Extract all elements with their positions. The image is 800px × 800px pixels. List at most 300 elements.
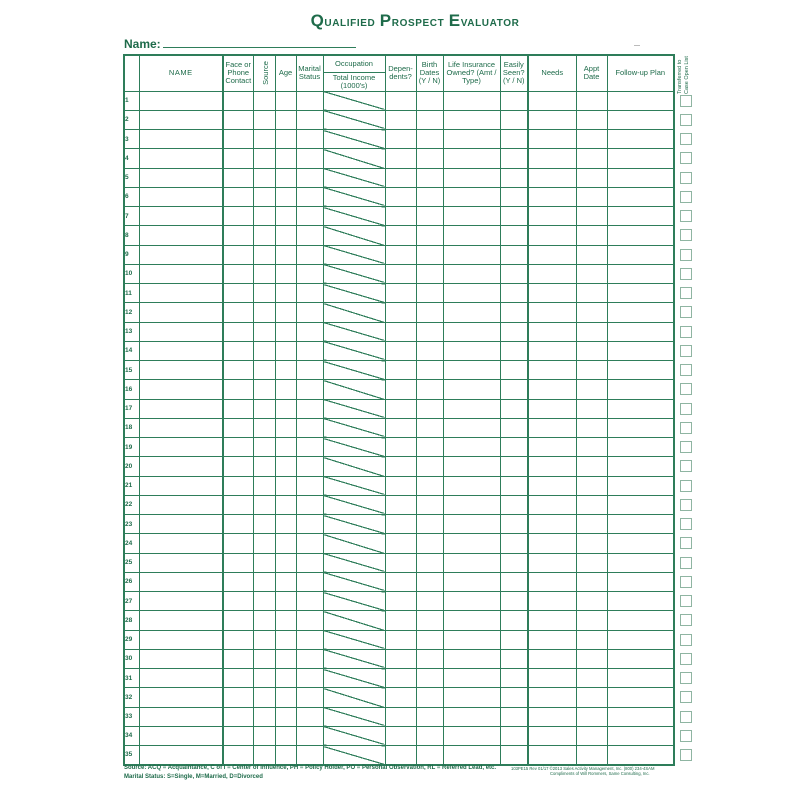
marital-cell[interactable]	[296, 476, 323, 495]
marital-cell[interactable]	[296, 207, 323, 226]
dependents-cell[interactable]	[385, 726, 416, 745]
name-cell[interactable]	[139, 572, 223, 591]
birth-dates-cell[interactable]	[416, 284, 443, 303]
needs-cell[interactable]	[528, 592, 576, 611]
face-phone-cell[interactable]	[223, 534, 253, 553]
income-cell[interactable]	[323, 361, 385, 380]
easily-seen-cell[interactable]	[500, 476, 528, 495]
easily-seen-cell[interactable]	[500, 457, 528, 476]
income-cell[interactable]	[323, 168, 385, 187]
name-cell[interactable]	[139, 91, 223, 110]
birth-dates-cell[interactable]	[416, 592, 443, 611]
income-cell[interactable]	[323, 207, 385, 226]
needs-cell[interactable]	[528, 207, 576, 226]
easily-seen-cell[interactable]	[500, 553, 528, 572]
life-insurance-cell[interactable]	[443, 592, 500, 611]
dependents-cell[interactable]	[385, 495, 416, 514]
name-cell[interactable]	[139, 515, 223, 534]
life-insurance-cell[interactable]	[443, 303, 500, 322]
appt-date-cell[interactable]	[576, 341, 607, 360]
easily-seen-cell[interactable]	[500, 149, 528, 168]
income-cell[interactable]	[323, 399, 385, 418]
marital-cell[interactable]	[296, 438, 323, 457]
appt-date-cell[interactable]	[576, 630, 607, 649]
easily-seen-cell[interactable]	[500, 746, 528, 765]
needs-cell[interactable]	[528, 149, 576, 168]
life-insurance-cell[interactable]	[443, 611, 500, 630]
marital-cell[interactable]	[296, 746, 323, 765]
source-cell[interactable]	[253, 399, 275, 418]
life-insurance-cell[interactable]	[443, 630, 500, 649]
face-phone-cell[interactable]	[223, 707, 253, 726]
dependents-cell[interactable]	[385, 341, 416, 360]
dependents-cell[interactable]	[385, 187, 416, 206]
needs-cell[interactable]	[528, 611, 576, 630]
dependents-cell[interactable]	[385, 245, 416, 264]
face-phone-cell[interactable]	[223, 303, 253, 322]
age-cell[interactable]	[275, 91, 296, 110]
life-insurance-cell[interactable]	[443, 669, 500, 688]
source-cell[interactable]	[253, 669, 275, 688]
transferred-checkbox[interactable]	[680, 460, 692, 472]
appt-date-cell[interactable]	[576, 110, 607, 129]
follow-up-cell[interactable]	[607, 245, 674, 264]
appt-date-cell[interactable]	[576, 649, 607, 668]
needs-cell[interactable]	[528, 110, 576, 129]
name-cell[interactable]	[139, 726, 223, 745]
easily-seen-cell[interactable]	[500, 187, 528, 206]
source-cell[interactable]	[253, 303, 275, 322]
source-cell[interactable]	[253, 476, 275, 495]
birth-dates-cell[interactable]	[416, 438, 443, 457]
birth-dates-cell[interactable]	[416, 476, 443, 495]
appt-date-cell[interactable]	[576, 572, 607, 591]
source-cell[interactable]	[253, 284, 275, 303]
name-cell[interactable]	[139, 592, 223, 611]
age-cell[interactable]	[275, 399, 296, 418]
life-insurance-cell[interactable]	[443, 91, 500, 110]
needs-cell[interactable]	[528, 341, 576, 360]
follow-up-cell[interactable]	[607, 495, 674, 514]
birth-dates-cell[interactable]	[416, 187, 443, 206]
face-phone-cell[interactable]	[223, 457, 253, 476]
age-cell[interactable]	[275, 149, 296, 168]
marital-cell[interactable]	[296, 341, 323, 360]
dependents-cell[interactable]	[385, 572, 416, 591]
transferred-checkbox[interactable]	[680, 441, 692, 453]
name-cell[interactable]	[139, 341, 223, 360]
appt-date-cell[interactable]	[576, 245, 607, 264]
easily-seen-cell[interactable]	[500, 611, 528, 630]
age-cell[interactable]	[275, 226, 296, 245]
marital-cell[interactable]	[296, 284, 323, 303]
transferred-checkbox[interactable]	[680, 518, 692, 530]
marital-cell[interactable]	[296, 669, 323, 688]
age-cell[interactable]	[275, 264, 296, 283]
source-cell[interactable]	[253, 245, 275, 264]
life-insurance-cell[interactable]	[443, 572, 500, 591]
follow-up-cell[interactable]	[607, 110, 674, 129]
age-cell[interactable]	[275, 476, 296, 495]
source-cell[interactable]	[253, 688, 275, 707]
age-cell[interactable]	[275, 649, 296, 668]
face-phone-cell[interactable]	[223, 380, 253, 399]
birth-dates-cell[interactable]	[416, 630, 443, 649]
follow-up-cell[interactable]	[607, 457, 674, 476]
income-cell[interactable]	[323, 495, 385, 514]
easily-seen-cell[interactable]	[500, 592, 528, 611]
appt-date-cell[interactable]	[576, 284, 607, 303]
dependents-cell[interactable]	[385, 361, 416, 380]
follow-up-cell[interactable]	[607, 149, 674, 168]
follow-up-cell[interactable]	[607, 438, 674, 457]
face-phone-cell[interactable]	[223, 110, 253, 129]
follow-up-cell[interactable]	[607, 187, 674, 206]
marital-cell[interactable]	[296, 592, 323, 611]
income-cell[interactable]	[323, 226, 385, 245]
dependents-cell[interactable]	[385, 592, 416, 611]
birth-dates-cell[interactable]	[416, 226, 443, 245]
marital-cell[interactable]	[296, 303, 323, 322]
dependents-cell[interactable]	[385, 226, 416, 245]
face-phone-cell[interactable]	[223, 515, 253, 534]
appt-date-cell[interactable]	[576, 457, 607, 476]
easily-seen-cell[interactable]	[500, 341, 528, 360]
name-cell[interactable]	[139, 688, 223, 707]
name-cell[interactable]	[139, 495, 223, 514]
follow-up-cell[interactable]	[607, 130, 674, 149]
transferred-checkbox[interactable]	[680, 95, 692, 107]
needs-cell[interactable]	[528, 476, 576, 495]
income-cell[interactable]	[323, 245, 385, 264]
appt-date-cell[interactable]	[576, 534, 607, 553]
needs-cell[interactable]	[528, 457, 576, 476]
face-phone-cell[interactable]	[223, 746, 253, 765]
follow-up-cell[interactable]	[607, 91, 674, 110]
marital-cell[interactable]	[296, 399, 323, 418]
dependents-cell[interactable]	[385, 707, 416, 726]
face-phone-cell[interactable]	[223, 322, 253, 341]
income-cell[interactable]	[323, 649, 385, 668]
needs-cell[interactable]	[528, 187, 576, 206]
follow-up-cell[interactable]	[607, 669, 674, 688]
age-cell[interactable]	[275, 726, 296, 745]
dependents-cell[interactable]	[385, 303, 416, 322]
needs-cell[interactable]	[528, 726, 576, 745]
life-insurance-cell[interactable]	[443, 457, 500, 476]
face-phone-cell[interactable]	[223, 611, 253, 630]
income-cell[interactable]	[323, 457, 385, 476]
appt-date-cell[interactable]	[576, 303, 607, 322]
name-cell[interactable]	[139, 245, 223, 264]
appt-date-cell[interactable]	[576, 361, 607, 380]
marital-cell[interactable]	[296, 457, 323, 476]
face-phone-cell[interactable]	[223, 264, 253, 283]
face-phone-cell[interactable]	[223, 726, 253, 745]
age-cell[interactable]	[275, 130, 296, 149]
easily-seen-cell[interactable]	[500, 110, 528, 129]
marital-cell[interactable]	[296, 361, 323, 380]
dependents-cell[interactable]	[385, 399, 416, 418]
name-cell[interactable]	[139, 669, 223, 688]
name-cell[interactable]	[139, 418, 223, 437]
income-cell[interactable]	[323, 669, 385, 688]
life-insurance-cell[interactable]	[443, 534, 500, 553]
face-phone-cell[interactable]	[223, 284, 253, 303]
life-insurance-cell[interactable]	[443, 284, 500, 303]
appt-date-cell[interactable]	[576, 322, 607, 341]
easily-seen-cell[interactable]	[500, 322, 528, 341]
life-insurance-cell[interactable]	[443, 495, 500, 514]
easily-seen-cell[interactable]	[500, 572, 528, 591]
needs-cell[interactable]	[528, 245, 576, 264]
income-cell[interactable]	[323, 91, 385, 110]
transferred-checkbox[interactable]	[680, 210, 692, 222]
transferred-checkbox[interactable]	[680, 422, 692, 434]
source-cell[interactable]	[253, 746, 275, 765]
needs-cell[interactable]	[528, 399, 576, 418]
name-cell[interactable]	[139, 322, 223, 341]
easily-seen-cell[interactable]	[500, 726, 528, 745]
marital-cell[interactable]	[296, 688, 323, 707]
easily-seen-cell[interactable]	[500, 515, 528, 534]
follow-up-cell[interactable]	[607, 322, 674, 341]
marital-cell[interactable]	[296, 187, 323, 206]
needs-cell[interactable]	[528, 495, 576, 514]
appt-date-cell[interactable]	[576, 592, 607, 611]
dependents-cell[interactable]	[385, 168, 416, 187]
life-insurance-cell[interactable]	[443, 726, 500, 745]
dependents-cell[interactable]	[385, 130, 416, 149]
needs-cell[interactable]	[528, 669, 576, 688]
appt-date-cell[interactable]	[576, 207, 607, 226]
transferred-checkbox[interactable]	[680, 229, 692, 241]
easily-seen-cell[interactable]	[500, 649, 528, 668]
source-cell[interactable]	[253, 361, 275, 380]
source-cell[interactable]	[253, 495, 275, 514]
income-cell[interactable]	[323, 303, 385, 322]
income-cell[interactable]	[323, 264, 385, 283]
transferred-checkbox[interactable]	[680, 537, 692, 549]
life-insurance-cell[interactable]	[443, 341, 500, 360]
easily-seen-cell[interactable]	[500, 438, 528, 457]
name-cell[interactable]	[139, 207, 223, 226]
source-cell[interactable]	[253, 322, 275, 341]
follow-up-cell[interactable]	[607, 341, 674, 360]
birth-dates-cell[interactable]	[416, 669, 443, 688]
life-insurance-cell[interactable]	[443, 110, 500, 129]
dependents-cell[interactable]	[385, 553, 416, 572]
appt-date-cell[interactable]	[576, 669, 607, 688]
birth-dates-cell[interactable]	[416, 207, 443, 226]
transferred-checkbox[interactable]	[680, 499, 692, 511]
birth-dates-cell[interactable]	[416, 572, 443, 591]
marital-cell[interactable]	[296, 245, 323, 264]
needs-cell[interactable]	[528, 226, 576, 245]
name-cell[interactable]	[139, 149, 223, 168]
life-insurance-cell[interactable]	[443, 476, 500, 495]
dependents-cell[interactable]	[385, 322, 416, 341]
source-cell[interactable]	[253, 572, 275, 591]
marital-cell[interactable]	[296, 515, 323, 534]
follow-up-cell[interactable]	[607, 707, 674, 726]
face-phone-cell[interactable]	[223, 207, 253, 226]
transferred-checkbox[interactable]	[680, 326, 692, 338]
easily-seen-cell[interactable]	[500, 380, 528, 399]
life-insurance-cell[interactable]	[443, 746, 500, 765]
appt-date-cell[interactable]	[576, 91, 607, 110]
income-cell[interactable]	[323, 572, 385, 591]
birth-dates-cell[interactable]	[416, 130, 443, 149]
marital-cell[interactable]	[296, 264, 323, 283]
source-cell[interactable]	[253, 515, 275, 534]
follow-up-cell[interactable]	[607, 630, 674, 649]
marital-cell[interactable]	[296, 630, 323, 649]
face-phone-cell[interactable]	[223, 476, 253, 495]
appt-date-cell[interactable]	[576, 418, 607, 437]
source-cell[interactable]	[253, 457, 275, 476]
life-insurance-cell[interactable]	[443, 264, 500, 283]
follow-up-cell[interactable]	[607, 399, 674, 418]
age-cell[interactable]	[275, 553, 296, 572]
source-cell[interactable]	[253, 149, 275, 168]
needs-cell[interactable]	[528, 264, 576, 283]
income-cell[interactable]	[323, 110, 385, 129]
age-cell[interactable]	[275, 341, 296, 360]
age-cell[interactable]	[275, 592, 296, 611]
marital-cell[interactable]	[296, 168, 323, 187]
transferred-checkbox[interactable]	[680, 383, 692, 395]
transferred-checkbox[interactable]	[680, 191, 692, 203]
dependents-cell[interactable]	[385, 207, 416, 226]
marital-cell[interactable]	[296, 130, 323, 149]
follow-up-cell[interactable]	[607, 264, 674, 283]
birth-dates-cell[interactable]	[416, 746, 443, 765]
face-phone-cell[interactable]	[223, 630, 253, 649]
birth-dates-cell[interactable]	[416, 399, 443, 418]
appt-date-cell[interactable]	[576, 476, 607, 495]
name-cell[interactable]	[139, 168, 223, 187]
name-cell[interactable]	[139, 457, 223, 476]
dependents-cell[interactable]	[385, 380, 416, 399]
appt-date-cell[interactable]	[576, 149, 607, 168]
needs-cell[interactable]	[528, 361, 576, 380]
age-cell[interactable]	[275, 515, 296, 534]
source-cell[interactable]	[253, 418, 275, 437]
income-cell[interactable]	[323, 611, 385, 630]
face-phone-cell[interactable]	[223, 669, 253, 688]
face-phone-cell[interactable]	[223, 149, 253, 168]
income-cell[interactable]	[323, 476, 385, 495]
marital-cell[interactable]	[296, 322, 323, 341]
follow-up-cell[interactable]	[607, 476, 674, 495]
income-cell[interactable]	[323, 322, 385, 341]
life-insurance-cell[interactable]	[443, 168, 500, 187]
income-cell[interactable]	[323, 707, 385, 726]
marital-cell[interactable]	[296, 553, 323, 572]
appt-date-cell[interactable]	[576, 438, 607, 457]
name-cell[interactable]	[139, 130, 223, 149]
life-insurance-cell[interactable]	[443, 322, 500, 341]
dependents-cell[interactable]	[385, 438, 416, 457]
needs-cell[interactable]	[528, 572, 576, 591]
appt-date-cell[interactable]	[576, 553, 607, 572]
transferred-checkbox[interactable]	[680, 614, 692, 626]
life-insurance-cell[interactable]	[443, 245, 500, 264]
income-cell[interactable]	[323, 688, 385, 707]
age-cell[interactable]	[275, 630, 296, 649]
needs-cell[interactable]	[528, 438, 576, 457]
birth-dates-cell[interactable]	[416, 649, 443, 668]
follow-up-cell[interactable]	[607, 611, 674, 630]
transferred-checkbox[interactable]	[680, 345, 692, 357]
life-insurance-cell[interactable]	[443, 418, 500, 437]
birth-dates-cell[interactable]	[416, 515, 443, 534]
name-cell[interactable]	[139, 264, 223, 283]
face-phone-cell[interactable]	[223, 438, 253, 457]
needs-cell[interactable]	[528, 630, 576, 649]
source-cell[interactable]	[253, 438, 275, 457]
name-field-line[interactable]	[163, 47, 356, 48]
face-phone-cell[interactable]	[223, 361, 253, 380]
birth-dates-cell[interactable]	[416, 534, 443, 553]
name-cell[interactable]	[139, 534, 223, 553]
face-phone-cell[interactable]	[223, 649, 253, 668]
dependents-cell[interactable]	[385, 91, 416, 110]
transferred-checkbox[interactable]	[680, 711, 692, 723]
birth-dates-cell[interactable]	[416, 380, 443, 399]
needs-cell[interactable]	[528, 534, 576, 553]
name-cell[interactable]	[139, 380, 223, 399]
source-cell[interactable]	[253, 707, 275, 726]
income-cell[interactable]	[323, 380, 385, 399]
transferred-checkbox[interactable]	[680, 249, 692, 261]
age-cell[interactable]	[275, 284, 296, 303]
source-cell[interactable]	[253, 380, 275, 399]
income-cell[interactable]	[323, 630, 385, 649]
easily-seen-cell[interactable]	[500, 207, 528, 226]
source-cell[interactable]	[253, 611, 275, 630]
dependents-cell[interactable]	[385, 457, 416, 476]
age-cell[interactable]	[275, 707, 296, 726]
appt-date-cell[interactable]	[576, 611, 607, 630]
birth-dates-cell[interactable]	[416, 361, 443, 380]
income-cell[interactable]	[323, 187, 385, 206]
birth-dates-cell[interactable]	[416, 457, 443, 476]
source-cell[interactable]	[253, 553, 275, 572]
marital-cell[interactable]	[296, 418, 323, 437]
name-cell[interactable]	[139, 303, 223, 322]
income-cell[interactable]	[323, 341, 385, 360]
transferred-checkbox[interactable]	[680, 152, 692, 164]
income-cell[interactable]	[323, 746, 385, 765]
needs-cell[interactable]	[528, 649, 576, 668]
income-cell[interactable]	[323, 726, 385, 745]
easily-seen-cell[interactable]	[500, 130, 528, 149]
age-cell[interactable]	[275, 457, 296, 476]
life-insurance-cell[interactable]	[443, 399, 500, 418]
life-insurance-cell[interactable]	[443, 688, 500, 707]
name-cell[interactable]	[139, 553, 223, 572]
marital-cell[interactable]	[296, 611, 323, 630]
face-phone-cell[interactable]	[223, 130, 253, 149]
face-phone-cell[interactable]	[223, 341, 253, 360]
name-cell[interactable]	[139, 284, 223, 303]
appt-date-cell[interactable]	[576, 187, 607, 206]
life-insurance-cell[interactable]	[443, 361, 500, 380]
face-phone-cell[interactable]	[223, 168, 253, 187]
face-phone-cell[interactable]	[223, 572, 253, 591]
